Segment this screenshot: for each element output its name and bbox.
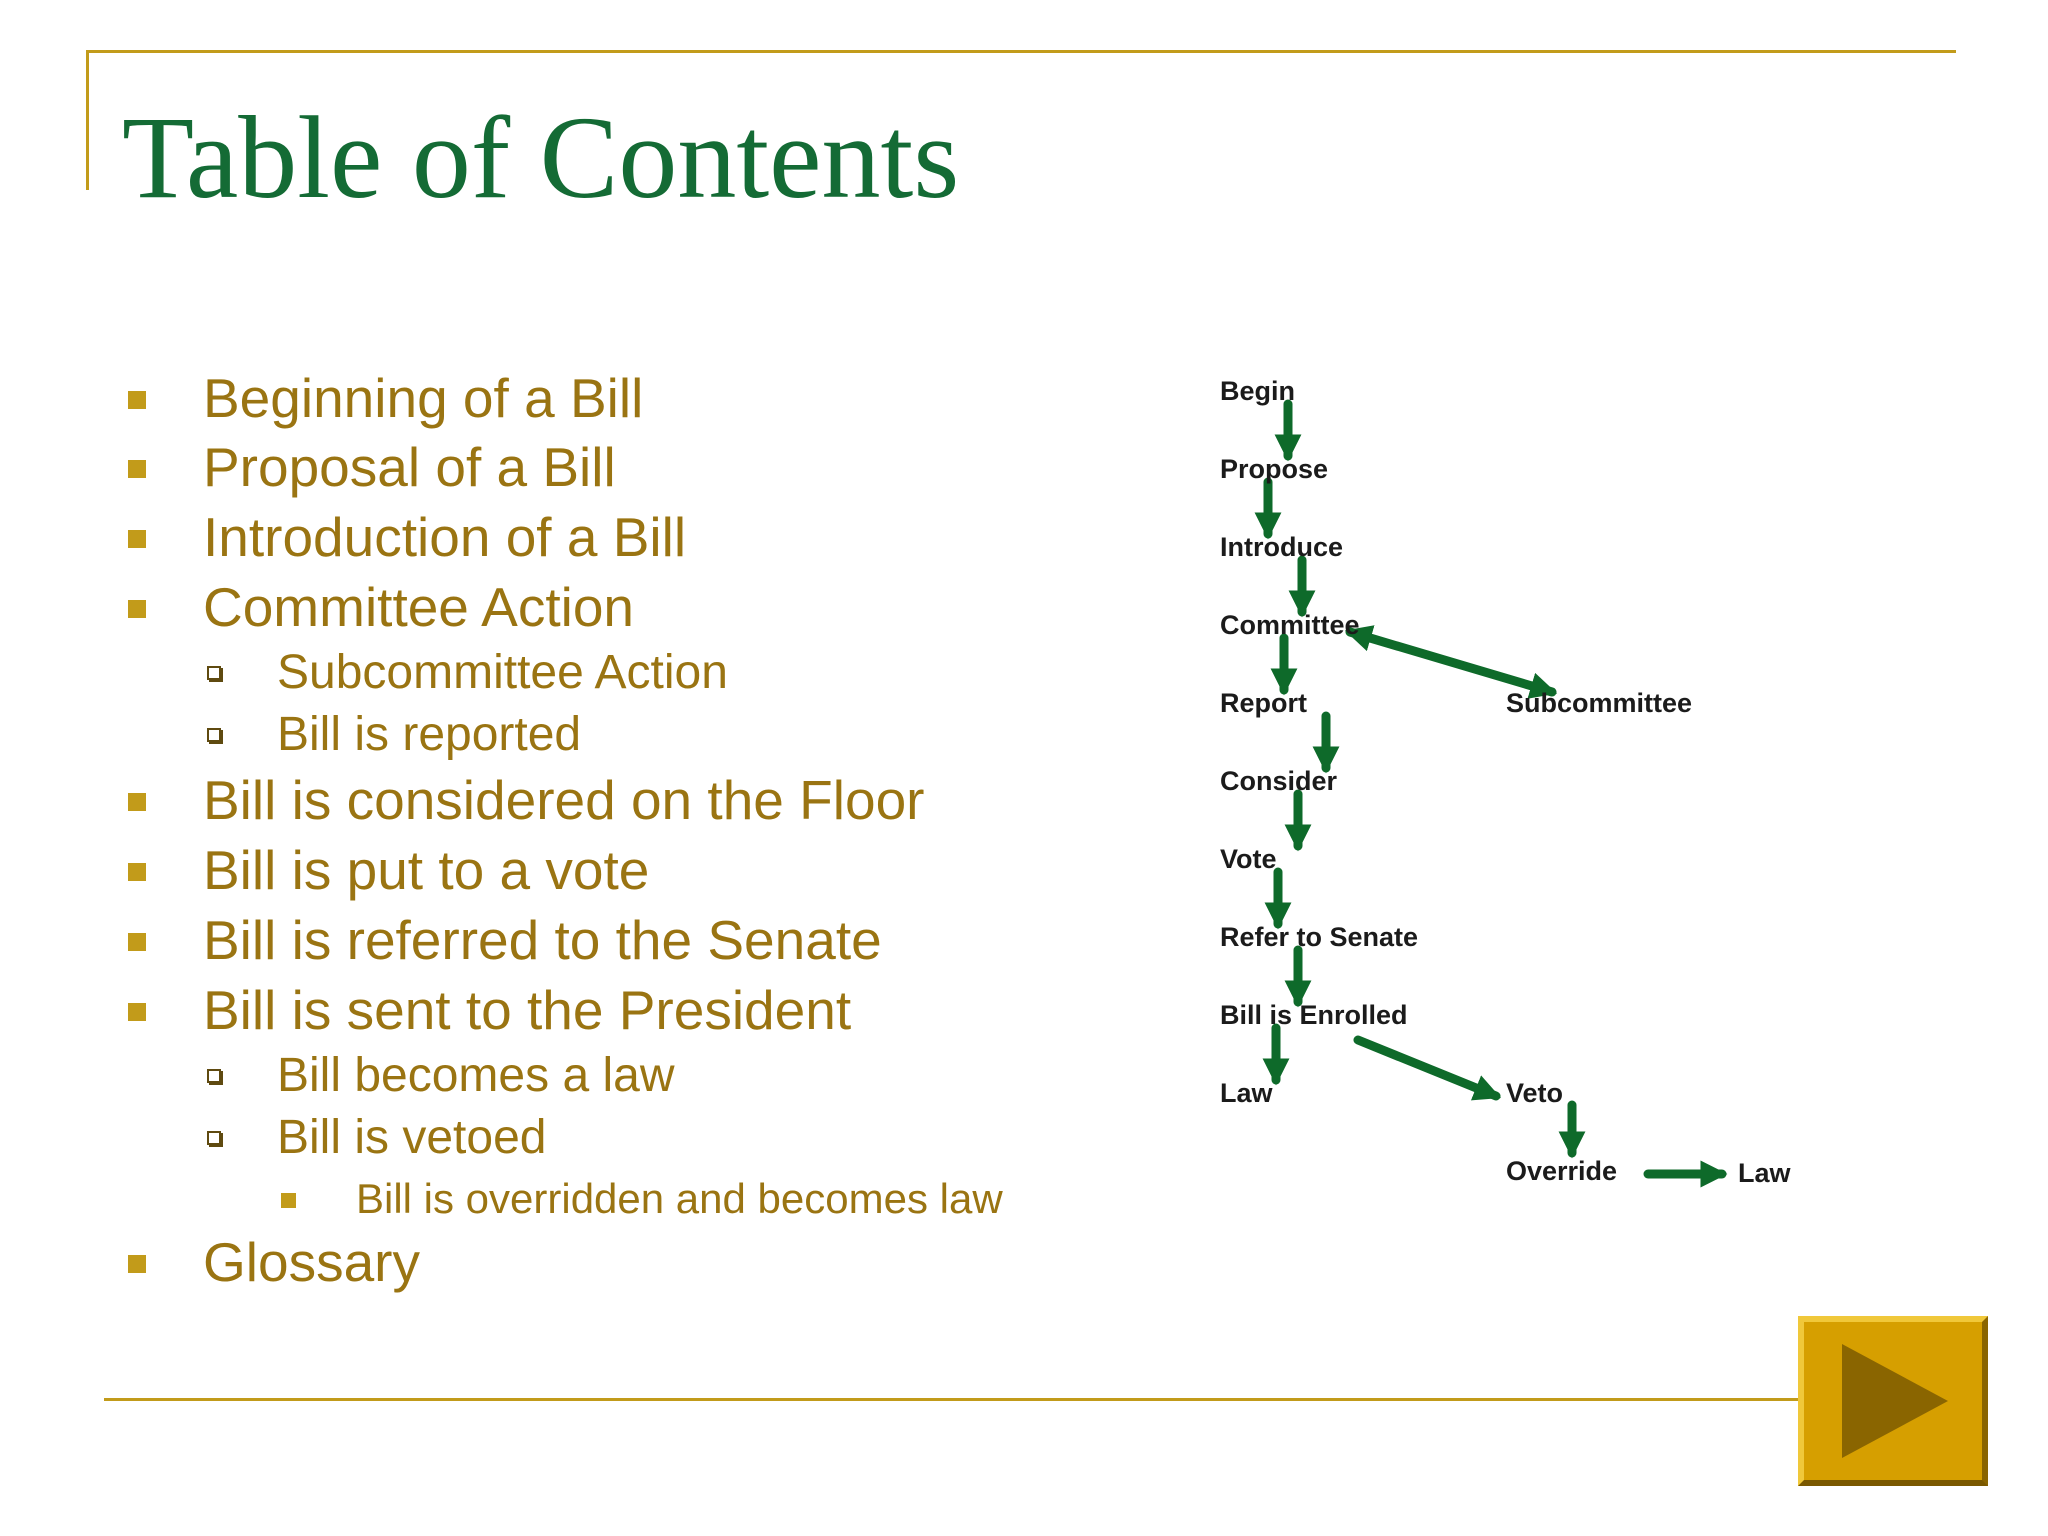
play-triangle-icon [1804, 1322, 1982, 1480]
square-bullet-icon [281, 1193, 296, 1208]
toc-item-label: Committee Action [203, 576, 635, 638]
hollow-square-bullet-icon [207, 728, 221, 742]
square-bullet-icon [128, 1003, 146, 1021]
toc-item-label: Bill is sent to the President [203, 979, 852, 1041]
flow-node-report: Report [1220, 688, 1307, 718]
toc-item-glossary[interactable] [203, 1230, 420, 1294]
square-bullet-icon [128, 793, 146, 811]
toc-item-president[interactable] [203, 978, 851, 1042]
toc-item-becomes-law[interactable] [277, 1048, 675, 1104]
square-bullet-icon [128, 933, 146, 951]
flow-node-consider: Consider [1220, 766, 1338, 796]
flow-node-law-final: Law [1738, 1158, 1791, 1188]
flow-node-propose: Propose [1220, 454, 1329, 484]
flow-node-veto: Veto [1506, 1078, 1564, 1108]
toc-item-label: Introduction of a Bill [203, 506, 687, 568]
flow-node-committee: Committee [1220, 610, 1360, 640]
toc-item-senate[interactable] [203, 908, 882, 972]
next-slide-button[interactable] [1798, 1316, 1988, 1486]
flow-node-vote: Vote [1220, 844, 1277, 874]
hollow-square-bullet-icon [207, 1069, 221, 1083]
flow-arrow [1358, 1040, 1496, 1096]
hollow-square-bullet-icon [207, 1131, 221, 1145]
square-bullet-icon [128, 530, 146, 548]
toc-item-committee-action[interactable] [203, 575, 634, 639]
flow-node-begin: Begin [1220, 376, 1296, 406]
hollow-square-bullet-icon [207, 666, 221, 680]
flow-node-bill-enrolled: Bill is Enrolled [1220, 1000, 1408, 1030]
bottom-rule [104, 1398, 1804, 1401]
toc-item-label: Bill is overridden and becomes law [356, 1175, 1003, 1222]
toc-item-label: Bill is considered on the Floor [203, 769, 925, 831]
toc-item-label: Beginning of a Bill [203, 367, 644, 429]
toc-item-subcommittee-action[interactable] [277, 645, 728, 701]
toc-item-label: Bill is reported [277, 708, 582, 761]
toc-item-introduction[interactable] [203, 505, 686, 569]
flow-node-law: Law [1220, 1078, 1273, 1108]
flow-arrow-bidirectional [1350, 632, 1552, 692]
toc-item-vote[interactable] [203, 838, 649, 902]
flow-node-refer-to-senate: Refer to Senate [1220, 922, 1419, 952]
page-title: Table of Contents [122, 92, 960, 223]
toc-item-bill-reported[interactable] [277, 707, 581, 763]
square-bullet-icon [128, 391, 146, 409]
toc-item-label: Bill is referred to the Senate [203, 909, 882, 971]
square-bullet-icon [128, 460, 146, 478]
flow-node-introduce: Introduce [1220, 532, 1344, 562]
toc-item-vetoed[interactable] [277, 1110, 546, 1166]
toc-item-label: Subcommittee Action [277, 646, 728, 699]
square-bullet-icon [128, 600, 146, 618]
toc-item-label: Bill is vetoed [277, 1111, 547, 1164]
toc-item-beginning[interactable] [203, 366, 643, 430]
flow-node-override: Override [1506, 1156, 1618, 1186]
flow-node-subcommittee: Subcommittee [1506, 688, 1693, 718]
toc-item-label: Glossary [203, 1231, 420, 1293]
toc-item-overridden[interactable] [356, 1174, 1003, 1224]
toc-item-label: Bill is put to a vote [203, 839, 650, 901]
toc-item-floor[interactable] [203, 768, 924, 832]
toc-item-label: Bill becomes a law [277, 1049, 675, 1102]
square-bullet-icon [128, 1255, 146, 1273]
legislative-flowchart [1200, 370, 1820, 1210]
square-bullet-icon [128, 863, 146, 881]
toc-item-proposal[interactable] [203, 435, 616, 499]
toc-list [0, 0, 1010, 1330]
toc-item-label: Proposal of a Bill [203, 436, 616, 498]
